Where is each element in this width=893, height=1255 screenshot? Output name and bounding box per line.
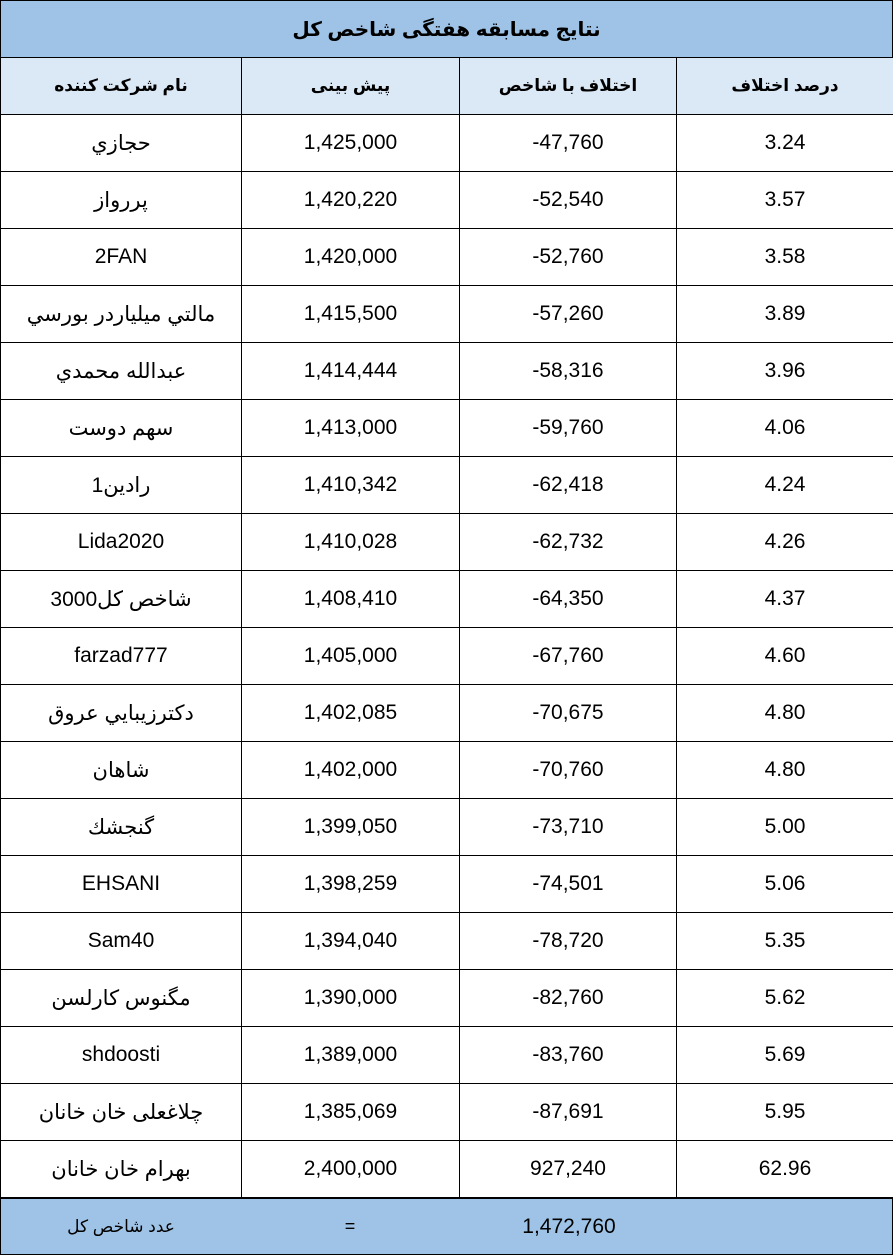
table-row — [1, 970, 893, 1027]
forecast-value: 1,414,444 — [242, 343, 460, 400]
difference-value: -52,760 — [460, 229, 677, 286]
forecast-value: 2,400,000 — [242, 1141, 460, 1198]
forecast-value: 1,405,000 — [242, 628, 460, 685]
percent-value: 5.00 — [677, 799, 893, 856]
participant-name: Lida2020 — [1, 514, 242, 571]
difference-value: -73,710 — [460, 799, 677, 856]
difference-value: -62,418 — [460, 457, 677, 514]
participant-name: پررواز — [1, 172, 242, 229]
forecast-value: 1,385,069 — [242, 1084, 460, 1141]
table-row — [1, 856, 893, 913]
forecast-value: 1,389,000 — [242, 1027, 460, 1084]
percent-value: 5.35 — [677, 913, 893, 970]
difference-value: -70,675 — [460, 685, 677, 742]
page-title: نتایج مسابقه هفتگی شاخص کل — [0, 0, 893, 58]
difference-value: -78,720 — [460, 913, 677, 970]
difference-value: -82,760 — [460, 970, 677, 1027]
index-value: 1,472,760 — [522, 1215, 616, 1238]
table-row — [1, 742, 893, 799]
header-diff: اختلاف با شاخص — [460, 58, 677, 115]
percent-value: 3.24 — [677, 115, 893, 172]
forecast-value: 1,402,085 — [242, 685, 460, 742]
forecast-value: 1,390,000 — [242, 970, 460, 1027]
index-label: عدد شاخص کل — [67, 1217, 175, 1236]
participant-name: سهم دوست — [1, 400, 242, 457]
forecast-value: 1,408,410 — [242, 571, 460, 628]
forecast-value: 1,399,050 — [242, 799, 460, 856]
participant-name: شاخص کل3000 — [1, 571, 242, 628]
forecast-value: 1,410,028 — [242, 514, 460, 571]
table-row — [1, 628, 893, 685]
difference-value: -70,760 — [460, 742, 677, 799]
percent-value: 4.80 — [677, 742, 893, 799]
difference-value: -64,350 — [460, 571, 677, 628]
table-row — [1, 799, 893, 856]
table-row — [1, 913, 893, 970]
participant-name: شاهان — [1, 742, 242, 799]
difference-value: -62,732 — [460, 514, 677, 571]
difference-value: -58,316 — [460, 343, 677, 400]
difference-value: -52,540 — [460, 172, 677, 229]
difference-value: -47,760 — [460, 115, 677, 172]
participant-name: EHSANI — [1, 856, 242, 913]
forecast-value: 1,420,000 — [242, 229, 460, 286]
participant-name: دکترزيبايي عروق — [1, 685, 242, 742]
header-pct: درصد اختلاف — [677, 58, 893, 115]
participant-name: رادين1 — [1, 457, 242, 514]
percent-value: 4.26 — [677, 514, 893, 571]
table-row — [1, 685, 893, 742]
difference-value: -67,760 — [460, 628, 677, 685]
difference-value: 927,240 — [460, 1141, 677, 1198]
header-row — [1, 58, 893, 115]
table-row — [1, 571, 893, 628]
participant-name: بهرام خان خانان — [1, 1141, 242, 1198]
percent-value: 4.06 — [677, 400, 893, 457]
table-row — [1, 1141, 893, 1198]
table-row — [1, 172, 893, 229]
percent-value: 5.06 — [677, 856, 893, 913]
percent-value: 5.69 — [677, 1027, 893, 1084]
equals-sign: = — [344, 1216, 356, 1236]
forecast-value: 1,398,259 — [242, 856, 460, 913]
header-forecast: پیش بینی — [242, 58, 460, 115]
percent-value: 4.60 — [677, 628, 893, 685]
forecast-value: 1,410,342 — [242, 457, 460, 514]
table-row — [1, 457, 893, 514]
participant-name: مالتي ميليارد‌ر بورسي — [1, 286, 242, 343]
header-name: نام شرکت کننده — [1, 58, 242, 115]
percent-value: 4.24 — [677, 457, 893, 514]
percent-value: 4.80 — [677, 685, 893, 742]
percent-value: 5.62 — [677, 970, 893, 1027]
forecast-value: 1,425,000 — [242, 115, 460, 172]
percent-value: 3.96 — [677, 343, 893, 400]
forecast-value: 1,415,500 — [242, 286, 460, 343]
percent-value: 5.95 — [677, 1084, 893, 1141]
percent-value: 4.37 — [677, 571, 893, 628]
table-row — [1, 514, 893, 571]
difference-value: -74,501 — [460, 856, 677, 913]
percent-value: 3.58 — [677, 229, 893, 286]
forecast-value: 1,420,220 — [242, 172, 460, 229]
table-row — [1, 229, 893, 286]
participant-name: چلاغعلی خان خانان — [1, 1084, 242, 1141]
participant-name: حجازي — [1, 115, 242, 172]
difference-value: -59,760 — [460, 400, 677, 457]
participant-name: مگنوس كارلسن — [1, 970, 242, 1027]
participant-name: عبدالله محمدي — [1, 343, 242, 400]
forecast-value: 1,413,000 — [242, 400, 460, 457]
table-body — [1, 115, 893, 1198]
difference-value: -57,260 — [460, 286, 677, 343]
participant-name: shdoosti — [1, 1027, 242, 1084]
participant-name: farzad777 — [1, 628, 242, 685]
percent-value: 3.57 — [677, 172, 893, 229]
table-row — [1, 115, 893, 172]
table-row — [1, 400, 893, 457]
table-row — [1, 1084, 893, 1141]
index-footer — [0, 1198, 893, 1255]
participant-name: گنجشك — [1, 799, 242, 856]
participant-name: Sam40 — [1, 913, 242, 970]
percent-value: 62.96 — [677, 1141, 893, 1198]
table-row — [1, 286, 893, 343]
forecast-value: 1,402,000 — [242, 742, 460, 799]
forecast-value: 1,394,040 — [242, 913, 460, 970]
percent-value: 3.89 — [677, 286, 893, 343]
difference-value: -83,760 — [460, 1027, 677, 1084]
table-row — [1, 1027, 893, 1084]
results-table — [0, 57, 893, 1198]
difference-value: -87,691 — [460, 1084, 677, 1141]
participant-name: 2FAN — [1, 229, 242, 286]
table-row — [1, 343, 893, 400]
